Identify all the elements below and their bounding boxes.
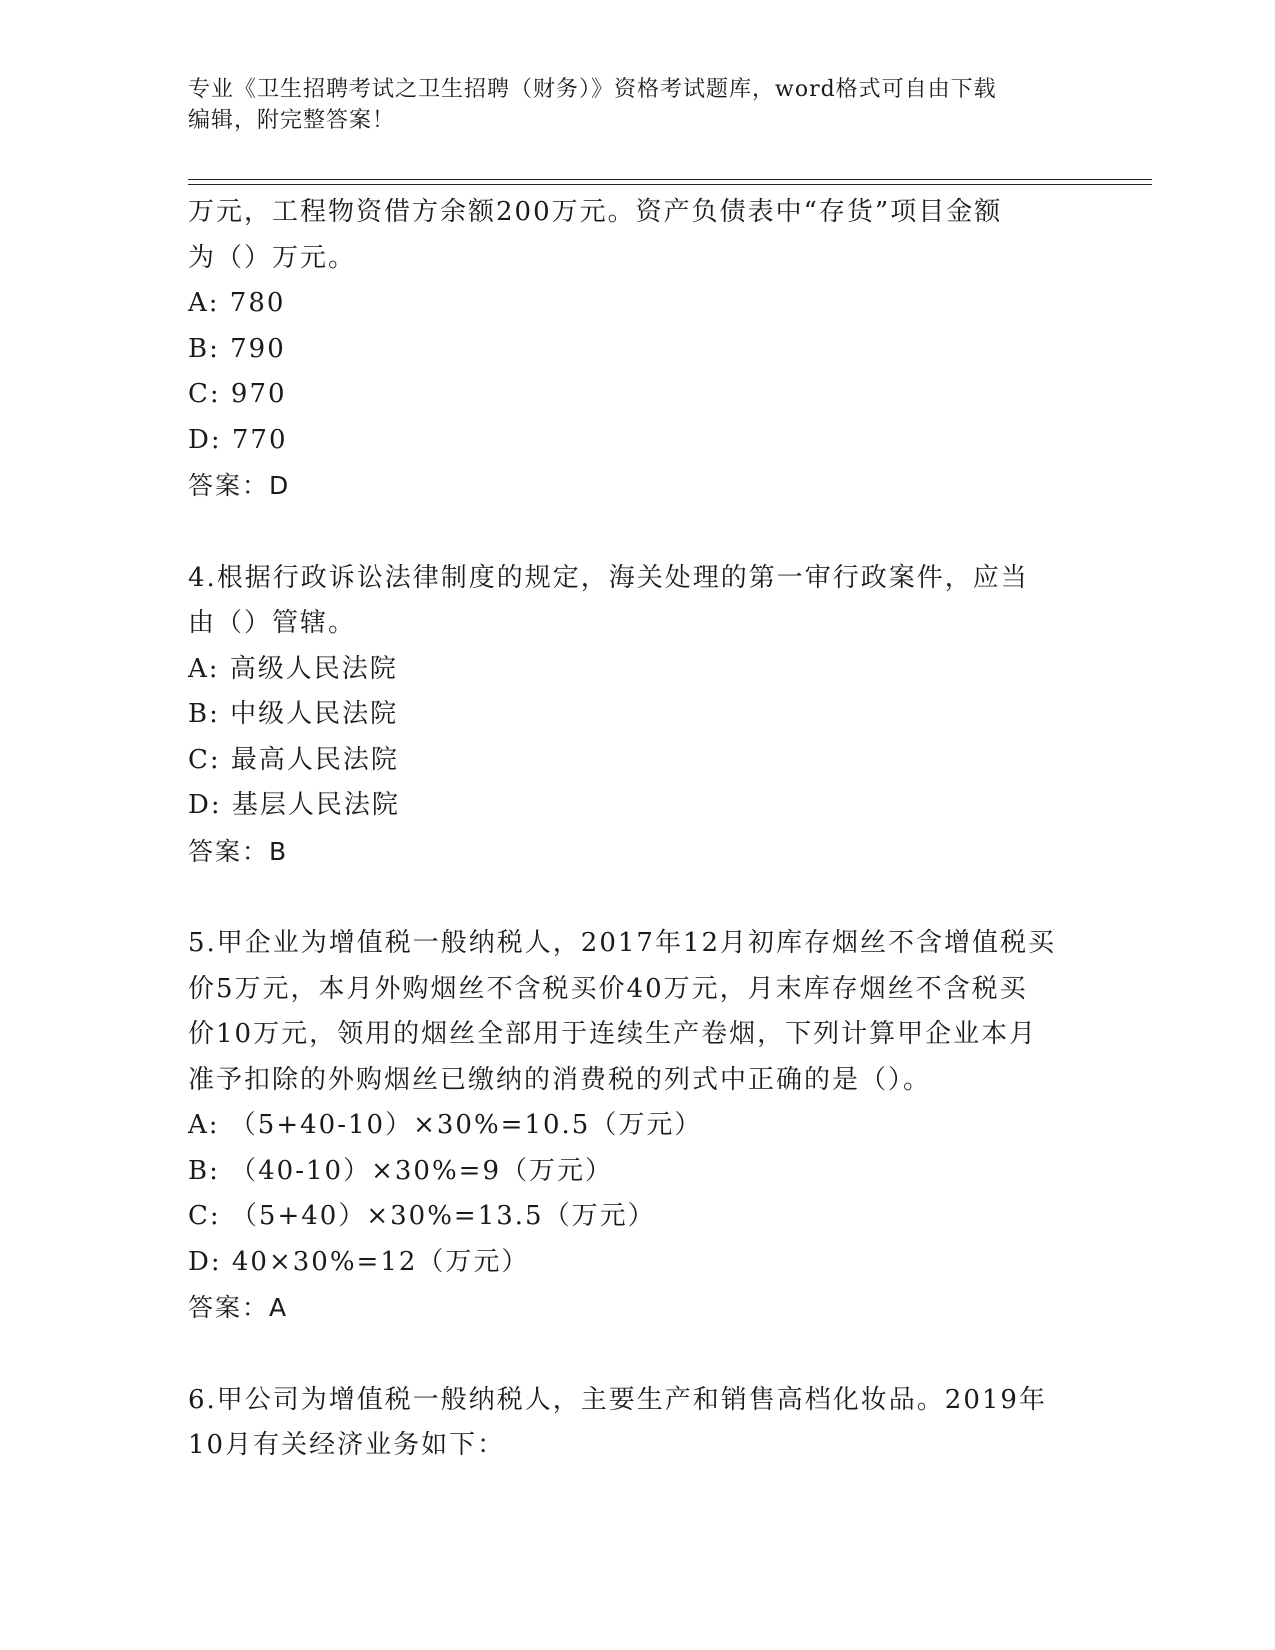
option-a: A: 高级人民法院: [188, 653, 398, 684]
option-b: B: 中级人民法院: [188, 699, 399, 729]
header-line-2: 编辑，附完整答案！: [188, 108, 396, 133]
question-4: [188, 556, 1088, 875]
answer-line: 答案：A: [188, 1293, 289, 1322]
question-text-line: 10月有关经济业务如下：: [188, 1430, 506, 1460]
answer-line: 答案：B: [188, 836, 289, 866]
answer-line: 答案：D: [188, 471, 291, 500]
question-text-line: 准予扣除的外购烟丝已缴纳的消费税的列式中正确的是（）。: [188, 1064, 932, 1095]
header-divider-top: [188, 179, 1152, 180]
option-c: C: 970: [188, 379, 287, 409]
option-b: B: 790: [188, 333, 286, 364]
option-c: C: 最高人民法院: [188, 744, 399, 775]
question-3: [188, 190, 1088, 509]
option-d: D: 40×30%=12（万元）: [188, 1246, 530, 1277]
header-line-1: 专业《卫生招聘考试之卫生招聘（财务）》资格考试题库，word格式可自由下载: [188, 77, 997, 102]
question-text-line: 由（）管辖。: [188, 608, 357, 638]
option-a: A: （5+40-10）×30%=10.5（万元）: [188, 1110, 703, 1140]
option-b: B: （40-10）×30%=9（万元）: [188, 1155, 613, 1186]
question-text-line: 价5万元，本月外购烟丝不含税买价40万元，月末库存烟丝不含税买: [188, 973, 1028, 1004]
option-d: D: 基层人民法院: [188, 790, 400, 820]
document-body: [188, 190, 1088, 1469]
question-text-line: 5.甲企业为增值税一般纳税人，2017年12月初库存烟丝不含增值税买: [188, 928, 1057, 958]
option-c: C: （5+40）×30%=13.5（万元）: [188, 1201, 656, 1231]
question-text-line: 4.根据行政诉讼法律制度的规定，海关处理的第一审行政案件，应当: [188, 562, 1029, 593]
question-text-line: 6.甲公司为增值税一般纳税人，主要生产和销售高档化妆品。2019年: [188, 1384, 1047, 1415]
question-text-line: 价10万元，领用的烟丝全部用于连续生产卷烟，下列计算甲企业本月: [188, 1019, 1038, 1049]
document-header: [188, 74, 1068, 136]
question-text-line: 为（）万元。: [188, 242, 357, 273]
option-d: D: 770: [188, 424, 288, 455]
question-text-line: 万元，工程物资借方余额200万元。资产负债表中“存货”项目金额: [188, 197, 1003, 227]
header-divider-bottom: [188, 184, 1152, 185]
option-a: A: 780: [188, 288, 286, 318]
question-5: [188, 921, 1088, 1331]
question-6: [188, 1378, 1088, 1469]
